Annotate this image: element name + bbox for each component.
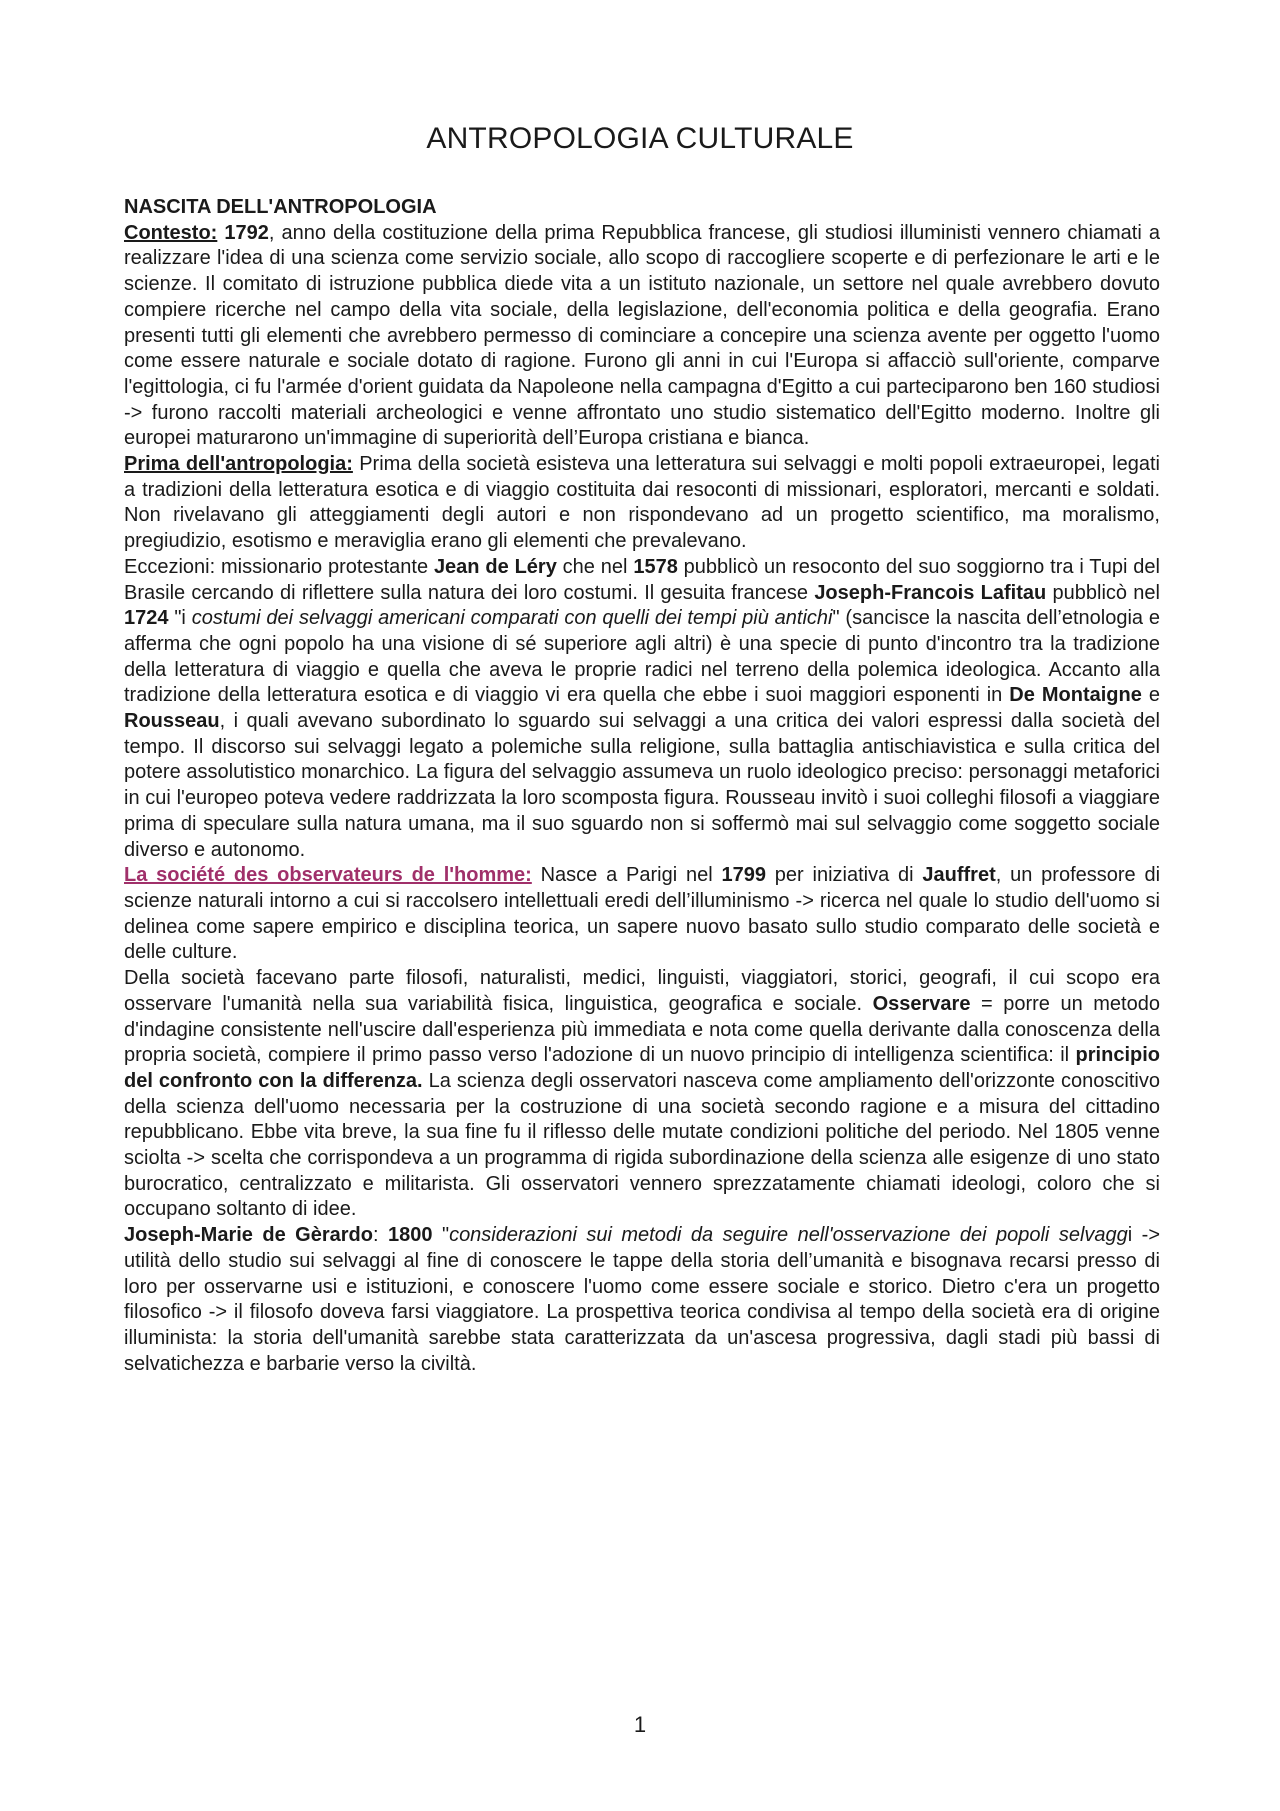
section-heading: NASCITA DELL'ANTROPOLOGIA (124, 196, 437, 218)
label-contesto: Contesto: (124, 221, 218, 244)
text-span: : (372, 1224, 388, 1247)
bold-year: 1800 (388, 1224, 433, 1247)
text-span: per iniziativa di (765, 864, 923, 887)
bold-name: Jean de Léry (433, 555, 557, 578)
page-number: 1 (633, 1712, 647, 1737)
bold-year: 1799 (721, 864, 766, 887)
paragraph-societe (124, 863, 1160, 966)
text-span: , anno della costituzione della prima Repubblica francese, gli studiosi illuministi vennero chiamati a realizzare l'idea di una scienza come servizio sociale, allo scopo di raccogliere scoperte e di perfezionare le arti e le scienze. Il comitato di istruzione pubblica diede vita a un istituto nazionale, un settore nel quale avrebbero dovuto compiere ricerche nel campo della vita sociale, della legislazione, dell'economia politica e della geografia. Erano presenti tutti gli elementi che avrebbero permesso di cominciare a concepire una scienza avente per oggetto l'uomo come essere naturale e sociale dotato di ragione. Furono gli anni in cui l'Europa si affacciò sull'oriente, comparve l'egittologia, ci fu l'armée d'orient guidata da Napoleone nella campagna d'Egitto a cui parteciparono ben 160 studiosi -> furono raccolti materiali archeologici e venne affrontato uno studio sistematico dell'Egitto moderno. Inoltre gli europei maturarono un'immagine di superiorità dell’Europa cristiana e bianca. (124, 221, 1160, 450)
document-body (124, 195, 1160, 1377)
paragraph-osservare (124, 966, 1160, 1223)
paragraph-contesto (124, 221, 1160, 452)
paragraph-gerardo (124, 1223, 1160, 1377)
bold-term: Osservare (872, 992, 971, 1015)
italic-book-title: considerazioni sui metodi da seguire nell'osservazione dei popoli selvagg (449, 1224, 1128, 1247)
bold-name: Joseph-Francois Lafitau (814, 581, 1047, 604)
bold-name: De Montaigne (1009, 684, 1142, 707)
text-span: i -> utilità dello studio sui selvaggi al fine di conoscere le tappe della storia dell’umanità e bisognava recarsi presso di loro per osservarne usi e istituzioni, e conoscere l'uomo come essere sociale e storico. Dietro c'era un progetto filosofico -> il filosofo doveva farsi viaggiatore. La prospettiva teorica condivisa al tempo della società era di origine illuminista: la storia dell'umanità sarebbe stata caratterizzata da un'ascesa progressiva, dagli stadi più bassi di selvatichezza e barbarie verso la civiltà. (124, 1224, 1161, 1375)
bold-name: Rousseau (124, 710, 220, 733)
text-span: Eccezioni: missionario protestante (124, 555, 434, 578)
text-span: La scienza degli osservatori nasceva come ampliamento dell'orizzonte conoscitivo della scienza dell'uomo necessaria per la costruzione di una società secondo ragione e a misura del cittadino repubblicano. Ebbe vita breve, la sua fine fu il riflesso delle mutate condizioni politiche del periodo. Nel 1805 venne sciolta -> scelta che corrispondeva a un programma di rigida subordinazione della scienza alle esigenze di uno stato burocratico, centralizzato e militarista. Gli osservatori vennero sprezzatamente chiamati ideologi, coloro che si occupano soltanto di idee. (124, 1069, 1160, 1221)
label-prima-antropologia: Prima dell'antropologia: (124, 453, 353, 476)
text-span: "i (168, 607, 192, 630)
text-span: Prima della società esisteva una letteratura sui selvaggi e molti popoli extraeuropei, legati a tradizioni della letteratura esotica e di viaggio costituita dai resoconti di missionari, esploratori, mercanti e soldati. Non rivelavano gli atteggiamenti degli autori e non rispondevano ad un progetto scientifico, ma moralismo, pregiudizio, esotismo e meraviglia erano gli elementi che prevalevano. (124, 453, 1160, 553)
paragraph-prima-antropologia (124, 452, 1160, 555)
text-span: pubblicò nel (1046, 581, 1161, 604)
text-span: = porre un metodo d'indagine consistente nell'uscire dall'esperienza più immediata e nota come quella derivante dalla conoscenza della propria società, compiere il primo passo verso l'adozione di un nuovo principio di intelligenza scientifica: il (124, 992, 1160, 1067)
bold-year: 1724 (124, 607, 169, 630)
text-span: " (sancisce la nascita dell’etnologia e afferma che ogni popolo ha una visione di sé superiore agli altri) è una specie di punto d'incontro tra la tradizione della letteratura di viaggio e quella che aveva le proprie radici nel terreno della polemica ideologica. Accanto alla tradizione della letteratura esotica e di viaggio vi era quella che ebbe i suoi maggiori esponenti in (124, 607, 1160, 707)
text-span: Nasce a Parigi nel (531, 864, 722, 887)
text-span: che nel (556, 555, 634, 578)
text-span: , i quali avevano subordinato lo sguardo sui selvaggi a una critica dei valori espressi dalla società del tempo. Il discorso sui selvaggi legato a polemiche sulla religione, sulla battaglia antischiavistica e sulla critica del potere assolutistico monarchico. La figura del selvaggio assumeva un ruolo ideologico preciso: personaggi metaforici in cui l'europeo poteva vedere raddrizzata la loro scomposta figura. Rousseau invitò i suoi colleghi filosofi a viaggiare prima di speculare sulla natura umana, ma il suo sguardo non si soffermò mai sul selvaggio come soggetto sociale diverso e autonomo. (124, 710, 1160, 861)
bold-year: 1792 (224, 221, 269, 244)
text-span: e (1141, 684, 1160, 707)
italic-book-title: costumi dei selvaggi americani comparati con quelli dei tempi più antichi (191, 607, 833, 630)
bold-name: Jauffret (922, 864, 996, 887)
label-societe-link[interactable]: La société des observateurs de l'homme: (124, 864, 532, 887)
bold-year: 1578 (633, 555, 678, 578)
bold-name: Joseph-Marie de Gèrardo (124, 1224, 373, 1247)
text-span: Della società facevano parte filosofi, naturalisti, medici, linguisti, viaggiatori, storici, geografi, il cui scopo era osservare l'umanità nella sua variabilità fisica, linguistica, geografica e sociale. (124, 967, 1160, 1015)
text-span: pubblicò un resoconto del suo soggiorno tra i Tupi del Brasile cercando di riflettere sulla natura dei loro costumi. Il gesuita francese (124, 555, 1160, 604)
text-span: , un professore di scienze naturali intorno a cui si raccolsero intellettuali eredi dell’illuminismo -> ricerca nel quale lo studio dell'uomo si delinea come sapere empirico e disciplina teorica, un sapere nuovo basato sullo studio comparato delle società e delle culture. (124, 864, 1161, 964)
text-span: " (432, 1224, 450, 1247)
paragraph-eccezioni (124, 555, 1160, 863)
document-title: ANTROPOLOGIA CULTURALE (426, 122, 854, 155)
bold-term: principio del confronto con la differenza. (124, 1044, 1160, 1092)
